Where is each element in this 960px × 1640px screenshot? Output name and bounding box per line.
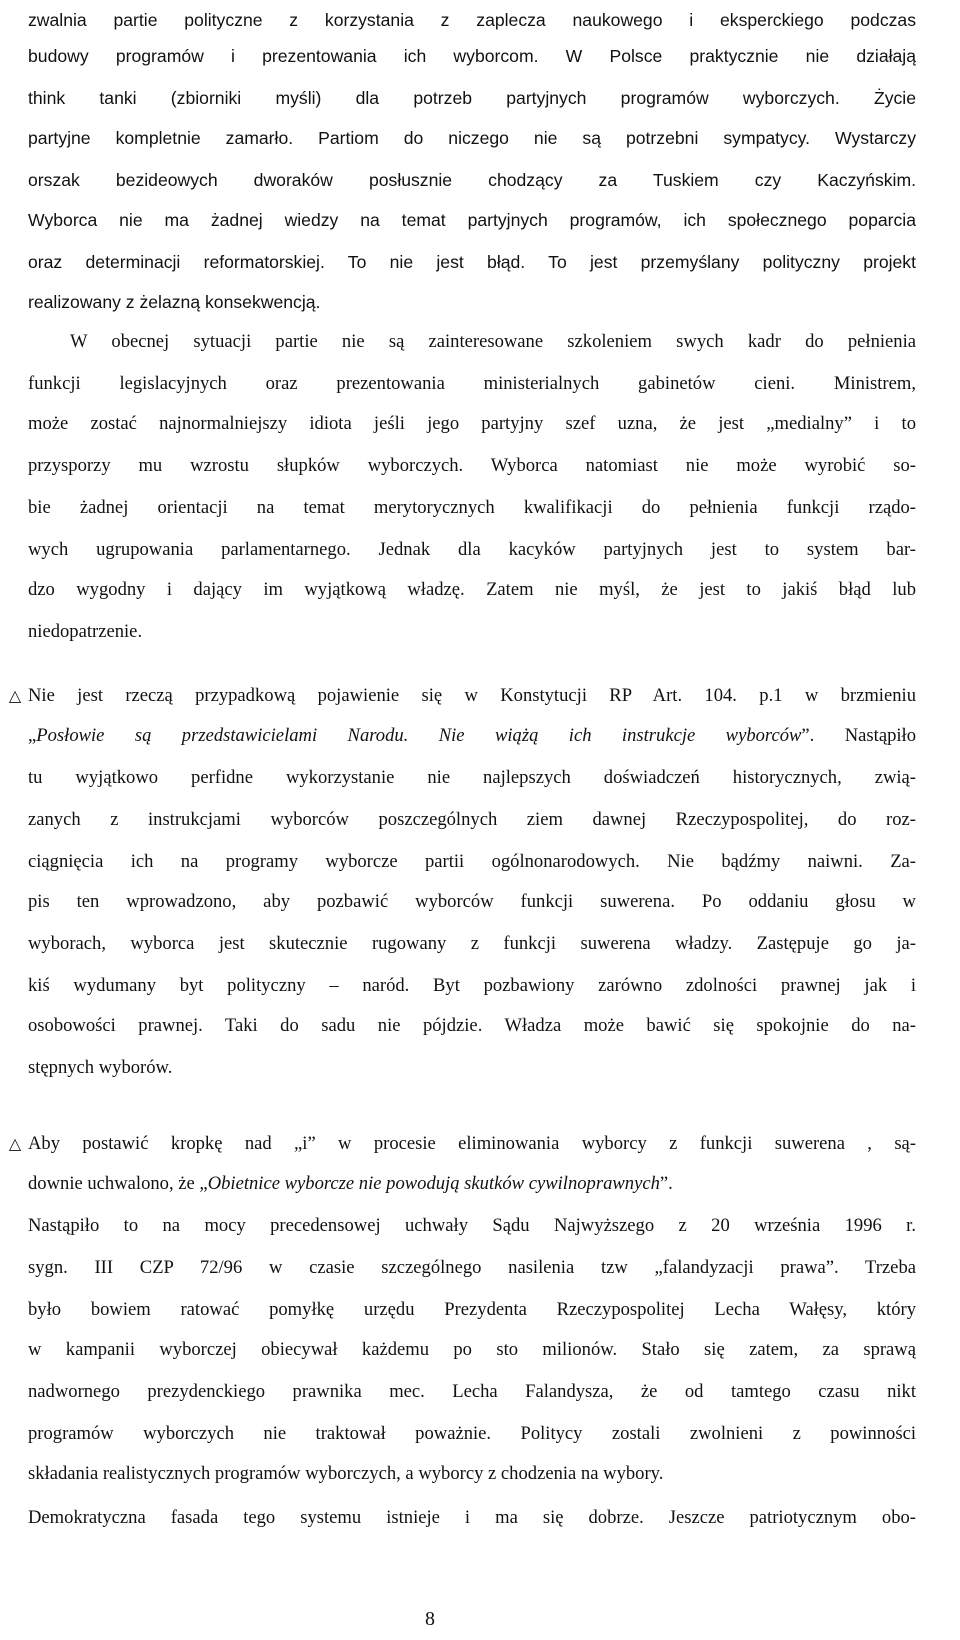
italic-quote: Posłowie są przedstawicielami Narodu. Nie wiążą ich instrukcje wyborców (36, 725, 802, 746)
text-segment: składania realistycznych programów wyborczych, a wyborcy z chodzenia na wybory. (28, 1463, 664, 1484)
page-number: 8 (425, 1608, 435, 1630)
text-line (28, 882, 916, 922)
text-segment: kiś wydumany byt polityczny – naród. Byt pozbawiony zarówno zdolności prawnej jak i (28, 975, 916, 996)
text-line (28, 200, 916, 240)
text-line (28, 758, 916, 798)
text-segment: budowy programów i prezentowania ich wyborcom. W Polsce praktycznie nie działają (28, 46, 916, 66)
bullet-marker: △ (8, 1134, 22, 1153)
text-line (28, 118, 916, 158)
text-segment: niedopatrzenie. (28, 621, 143, 642)
text-segment: bie żadnej orientacji na temat merytorycznych kwalifikacji do pełnienia funkcji rządo- (28, 497, 916, 518)
text-line (28, 570, 916, 610)
text-segment: przysporzy mu wzrostu słupków wyborczych. Wyborca natomiast nie może wyrobić so- (28, 455, 916, 476)
italic-quote: Obietnice wyborcze nie powodują skutków cywilnoprawnych (207, 1173, 660, 1194)
text-line (28, 1206, 916, 1246)
text-segment: zanych z instrukcjami wyborców poszczególnych ziem dawnej Rzeczypospolitej, do roz- (28, 809, 916, 830)
text-line (28, 0, 916, 40)
text-segment: orszak bezideowych dworaków posłusznie chodzący za Tuskiem czy Kaczyńskim. (28, 170, 916, 190)
text-line (70, 322, 916, 362)
text-segment: w kampanii wyborczej obiecywał każdemu po sto milionów. Stało się zatem, za sprawą (28, 1339, 916, 1360)
text-segment: stępnych wyborów. (28, 1057, 173, 1078)
text-segment: partyjne kompletnie zamarło. Partiom do niczego nie są potrzebni sympatycy. Wystarczy (28, 128, 916, 148)
text-line (28, 1498, 916, 1538)
text-line (28, 1414, 916, 1454)
text-line (28, 676, 916, 716)
text-segment: Wyborca nie ma żadnej wiedzy na temat partyjnych programów, ich społecznego poparcia (28, 210, 916, 230)
text-segment: wych ugrupowania parlamentarnego. Jednak dla kacyków partyjnych jest to system bar- (28, 539, 916, 560)
text-segment: ”. (659, 1173, 673, 1194)
text-line (28, 36, 916, 76)
text-segment: Aby postawić kropkę nad „i” w procesie eliminowania wyborcy z funkcji suwerena , są- (28, 1133, 916, 1154)
text-segment: ciągnięcia ich na programy wyborcze partii ogólnonarodowych. Nie bądźmy naiwni. Za- (28, 851, 916, 872)
text-line (28, 1164, 916, 1204)
text-segment: ”. Nastąpiło (801, 725, 916, 746)
text-segment: zwalnia partie polityczne z korzystania z zaplecza naukowego i eksperckiego podczas (28, 10, 916, 30)
text-line (28, 446, 916, 486)
text-segment: dzo wygodny i dający im wyjątkową władzę. Zatem nie myśl, że jest to jakiś błąd lub (28, 579, 916, 600)
text-segment: wyborach, wyborca jest skutecznie rugowany z funkcji suwerena władzy. Zastępuje go ja- (28, 933, 916, 954)
text-segment: nadwornego prezydenckiego prawnika mec. Lecha Falandysza, że od tamtego czasu nikt (28, 1381, 916, 1402)
text-segment: downie uchwalono, że „ (28, 1173, 208, 1194)
text-segment: Nie jest rzeczą przypadkową pojawienie się w Konstytucji RP Art. 104. p.1 w brzmieniu (28, 685, 916, 706)
text-line (28, 1290, 916, 1330)
text-line (28, 966, 916, 1006)
text-line (28, 488, 916, 528)
bullet-marker: △ (8, 686, 22, 705)
text-line (28, 1248, 916, 1288)
text-line (28, 282, 916, 322)
text-segment: realizowany z żelazną konsekwencją. (28, 292, 321, 312)
text-line (28, 1006, 916, 1046)
text-line (28, 716, 916, 756)
text-line (28, 1454, 916, 1494)
text-line (28, 242, 916, 282)
text-line (28, 364, 916, 404)
text-line (28, 924, 916, 964)
text-line (28, 404, 916, 444)
text-segment: think tanki (zbiorniki myśli) dla potrzeb partyjnych programów wyborczych. Życie (28, 88, 916, 108)
text-line (28, 1048, 916, 1088)
text-segment: pis ten wprowadzono, aby pozbawić wyborców funkcji suwerena. Po oddaniu głosu w (28, 891, 916, 912)
text-segment: oraz determinacji reformatorskiej. To nie jest błąd. To jest przemyślany polityczny projekt (28, 252, 916, 272)
text-line (28, 160, 916, 200)
text-segment: Demokratyczna fasada tego systemu istnieje i ma się dobrze. Jeszcze patriotycznym obo- (28, 1507, 916, 1528)
text-segment: programów wyborczych nie traktował poważnie. Politycy zostali zwolnieni z powinności (28, 1423, 916, 1444)
text-segment: Nastąpiło to na mocy precedensowej uchwały Sądu Najwyższego z 20 września 1996 r. (28, 1215, 916, 1236)
text-segment: osobowości prawnej. Taki do sadu nie pójdzie. Władza może bawić się spokojnie do na- (28, 1015, 916, 1036)
text-line (28, 1124, 916, 1164)
text-line (28, 612, 916, 652)
text-line (28, 530, 916, 570)
text-segment: W obecnej sytuacji partie nie są zainteresowane szkoleniem swych kadr do pełnienia (70, 331, 916, 352)
text-line (28, 800, 916, 840)
text-segment: może zostać najnormalniejszy idiota jeśli jego partyjny szef uzna, że jest „medialny” i to (28, 413, 916, 434)
text-line (28, 1330, 916, 1370)
text-segment: tu wyjątkowo perfidne wykorzystanie nie najlepszych doświadczeń historycznych, zwią- (28, 767, 916, 788)
text-line (28, 78, 916, 118)
text-segment: „ (28, 725, 37, 746)
text-segment: było bowiem ratować pomyłkę urzędu Prezydenta Rzeczypospolitej Lecha Wałęsy, który (28, 1299, 916, 1320)
text-line (28, 1372, 916, 1412)
text-segment: funkcji legislacyjnych oraz prezentowania ministerialnych gabinetów cieni. Ministrem, (28, 373, 916, 394)
text-segment: sygn. III CZP 72/96 w czasie szczególnego nasilenia tzw „falandyzacji prawa”. Trzeba (28, 1257, 916, 1278)
text-line (28, 842, 916, 882)
